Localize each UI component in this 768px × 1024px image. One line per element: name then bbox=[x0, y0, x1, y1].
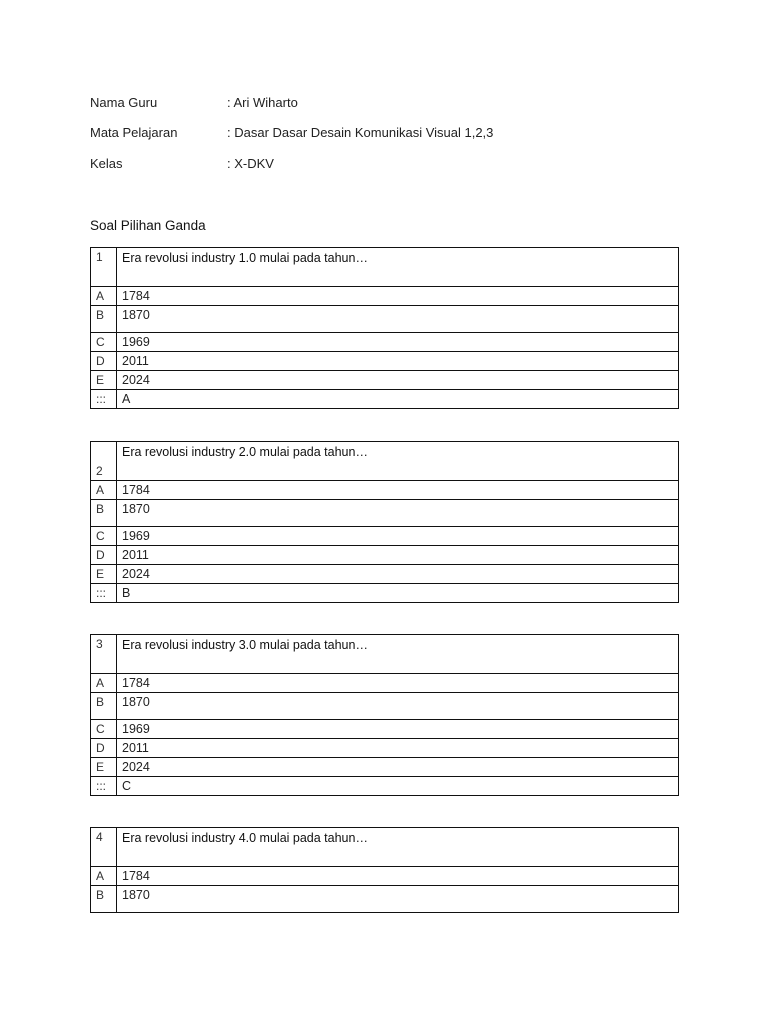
option-value: 1870 bbox=[117, 693, 679, 720]
option-value: 1969 bbox=[117, 720, 679, 739]
answer-value: C bbox=[117, 777, 679, 796]
option-value: 2011 bbox=[117, 739, 679, 758]
answer-row bbox=[91, 777, 679, 796]
option-value: 2011 bbox=[117, 546, 679, 565]
option-key: E bbox=[91, 758, 117, 777]
option-row bbox=[91, 352, 679, 371]
question-number: 2 bbox=[91, 442, 117, 481]
option-key: E bbox=[91, 565, 117, 584]
question-number: 4 bbox=[91, 828, 117, 867]
option-value: 2024 bbox=[117, 758, 679, 777]
option-row bbox=[91, 693, 679, 720]
answer-row bbox=[91, 390, 679, 409]
question-header bbox=[91, 442, 679, 481]
section-title: Soal Pilihan Ganda bbox=[90, 218, 206, 233]
option-value: 2011 bbox=[117, 352, 679, 371]
question-table-1 bbox=[90, 247, 679, 409]
answer-marker: ::: bbox=[91, 584, 117, 603]
option-row bbox=[91, 886, 679, 913]
option-key: C bbox=[91, 527, 117, 546]
option-value: 1870 bbox=[117, 500, 679, 527]
option-value: 1870 bbox=[117, 886, 679, 913]
option-row bbox=[91, 481, 679, 500]
option-row bbox=[91, 527, 679, 546]
option-row bbox=[91, 867, 679, 886]
option-value: 1784 bbox=[117, 287, 679, 306]
question-table-3 bbox=[90, 634, 679, 796]
option-key: D bbox=[91, 739, 117, 758]
option-row bbox=[91, 565, 679, 584]
option-key: B bbox=[91, 306, 117, 333]
answer-value: A bbox=[117, 390, 679, 409]
teacher-label: Nama Guru bbox=[90, 95, 158, 110]
option-row bbox=[91, 371, 679, 390]
option-value: 2024 bbox=[117, 371, 679, 390]
option-key: C bbox=[91, 720, 117, 739]
option-value: 1784 bbox=[117, 674, 679, 693]
option-value: 1784 bbox=[117, 867, 679, 886]
question-header bbox=[91, 828, 679, 867]
question-number: 3 bbox=[91, 635, 117, 674]
option-key: D bbox=[91, 352, 117, 371]
class-value: : X-DKV bbox=[227, 156, 274, 171]
option-row bbox=[91, 739, 679, 758]
subject-value: : Dasar Dasar Desain Komunikasi Visual 1,2,3 bbox=[227, 125, 494, 140]
option-value: 1870 bbox=[117, 306, 679, 333]
option-key: E bbox=[91, 371, 117, 390]
option-row bbox=[91, 500, 679, 527]
question-text: Era revolusi industry 3.0 mulai pada tahun… bbox=[117, 635, 679, 674]
option-key: B bbox=[91, 693, 117, 720]
subject-label: Mata Pelajaran bbox=[90, 125, 178, 140]
question-text: Era revolusi industry 2.0 mulai pada tahun… bbox=[117, 442, 679, 481]
option-row bbox=[91, 306, 679, 333]
teacher-value: : Ari Wiharto bbox=[227, 95, 298, 110]
question-text: Era revolusi industry 4.0 mulai pada tahun… bbox=[117, 828, 679, 867]
question-table-4 bbox=[90, 827, 679, 913]
option-row bbox=[91, 758, 679, 777]
answer-value: B bbox=[117, 584, 679, 603]
option-key: D bbox=[91, 546, 117, 565]
option-value: 1969 bbox=[117, 527, 679, 546]
answer-marker: ::: bbox=[91, 777, 117, 796]
question-header bbox=[91, 248, 679, 287]
question-number: 1 bbox=[91, 248, 117, 287]
option-row bbox=[91, 546, 679, 565]
option-row bbox=[91, 333, 679, 352]
answer-marker: ::: bbox=[91, 390, 117, 409]
question-header bbox=[91, 635, 679, 674]
class-label: Kelas bbox=[90, 156, 123, 171]
option-row bbox=[91, 287, 679, 306]
option-row bbox=[91, 674, 679, 693]
option-key: A bbox=[91, 867, 117, 886]
question-text: Era revolusi industry 1.0 mulai pada tahun… bbox=[117, 248, 679, 287]
option-key: A bbox=[91, 287, 117, 306]
question-table-2 bbox=[90, 441, 679, 603]
option-value: 1969 bbox=[117, 333, 679, 352]
option-key: A bbox=[91, 481, 117, 500]
option-key: C bbox=[91, 333, 117, 352]
option-value: 2024 bbox=[117, 565, 679, 584]
answer-row bbox=[91, 584, 679, 603]
option-row bbox=[91, 720, 679, 739]
option-value: 1784 bbox=[117, 481, 679, 500]
option-key: B bbox=[91, 886, 117, 913]
option-key: A bbox=[91, 674, 117, 693]
option-key: B bbox=[91, 500, 117, 527]
